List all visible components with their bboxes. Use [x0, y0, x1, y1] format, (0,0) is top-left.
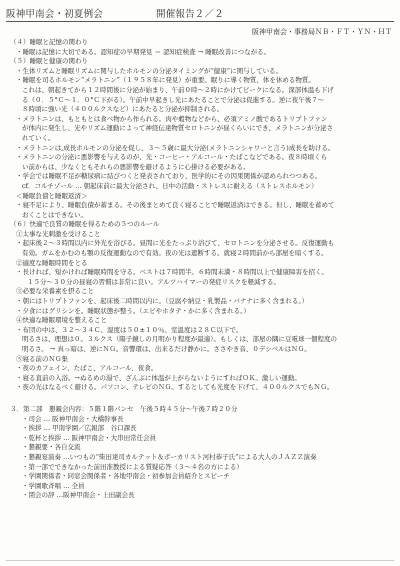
part2-item: ・乾杯と挨拶 … 阪神甲南会・大串田常任会員 — [22, 433, 157, 442]
body-line: れていく。 — [22, 133, 55, 142]
body-line: ・布団の中は、３２～３４Ｃ、湿度は５０±１０％、室温度は２８Ｃ以下で。 — [16, 325, 243, 334]
body-line: ・メラトニンは、もともとは食べ物から作られる。肉や穀物などから、必須アミノ酸であるトリプトファン — [16, 114, 328, 123]
part2-item: ・懇親宴演奏 …いつもの“柴田達司カルテット＆ボーカリスト河村恭子氏”による大人のＪＡＺＺ演奏 — [22, 452, 317, 461]
report-label: 開催報告２／２ — [156, 9, 224, 20]
page-title: 阪神甲南会・初夏例会 — [6, 9, 104, 20]
body-line: おくことはできない。 — [22, 210, 87, 219]
rule-heading: ②適度な睡眠時間をとる — [16, 258, 88, 267]
body-line: １５分～３０分の昼寝の習慣は非常に良い。アルツハイマーの発症リスクを軽減する。 — [27, 277, 280, 286]
part2-item: ・第一部でできなかった前田准教授による質疑応答（３～４名の方による） — [22, 462, 243, 471]
rule-heading: ④快適な睡眠環境を整えること — [16, 316, 107, 325]
body-line: ・夜の光はなるべく避ける。パソコン、テレビのＮＧ。するとしても光度を下げて、４００ルクスでもＮＧ。 — [16, 383, 334, 392]
body-line: ・睡眠は記憶に大切である。認知症の早期発見 ＝ 認知症検査 → 睡眠改善につながる。 — [16, 47, 271, 56]
body-line: ・起床後２～３時間以内に外光を浴びる。昼間に光をたっぷり浴びて、セロトニンを分泌させる。反復運動も — [16, 239, 335, 248]
body-line: ・メラトニンの分泌に悪影響を与えるのが、光・コーヒー・アルコール・たばこなどである。夜８時頃くら — [16, 153, 328, 162]
body-line: ・メラトニンは,成長ホルモンの分泌を促し、３～５歳に最大分泌(メラトニンシャワーと言う)成長を助ける。 — [16, 143, 335, 152]
byline: 阪神甲南会・事務局ＮＢ・ＦＴ・ＹＮ・ＨＴ — [252, 28, 392, 36]
body-line: 有効。ガムをかむのも顎の反復運動なので有効。夜の光は遮断する。就寝２時間前から部屋を暗くする。 — [22, 249, 328, 258]
part2-item: ・閉会の辞 …阪神甲南会・上田副会長 — [22, 491, 135, 500]
body-line: ・学会では睡眠不足が糖尿病に結びつくと発表されており、医学的にその因果関係が認められつつある。 — [16, 172, 322, 181]
part2-item: ・挨拶 … 甲南学園／広報部 谷口課長 — [22, 424, 137, 433]
body-line: ８時頃に強い光（４００ルクスなど）にあたると分泌が抑制される。 — [22, 105, 224, 114]
part2-item: ・学園歌斉唱 … 全員 — [22, 481, 85, 490]
part2-heading: ３．第二部 懇親会内容：５階１階パンセ 午後５時４５分～午後７時２０分 — [10, 404, 238, 413]
body-line: ・睡眠を司るホルモン“メラトニン”（１９５８年に発見）が重要。眠りに導く物質、体を休める物質。 — [16, 76, 315, 85]
body-line: 明るさは、理想は０。３ルクス（陽子鏡しの月明かり程度が最適）。もしくは、部屋の隅に豆電球一個程度の — [22, 335, 338, 344]
header-divider — [6, 21, 394, 22]
rule-heading: ⑤寝る前のＮＧ集 — [16, 354, 68, 363]
section-heading-memory: （４）睡眠と記憶の関わり — [10, 38, 88, 46]
section-heading-health: （５）睡眠と健康の関わり — [10, 57, 88, 66]
body-line: これは、朝起きてから１２時間後に分泌が始まり、午前０時～２時にかけてピークになる。深部体温も下げ — [22, 85, 334, 94]
body-line: ・寝不足により、睡眠負債が蓄まる。その後まとめて良く寝ることで睡眠返済はできる。但し、睡眠を蓄めて — [16, 201, 335, 210]
body-line: ・寝る直前の入浴。→ぬるめの湯で、ざんぶに体温が上がらないようにすればＯＫ。激しい運動。 — [16, 373, 301, 382]
part2-item: ・司会 … 阪神甲南会・大橋幹事長 — [22, 414, 124, 423]
body-line: る（０．５°Ｃ～１．０°Ｃ下がる）。午前中早起きし光にあたることで分泌は促進する。逆に夜午後７～ — [22, 95, 325, 104]
body-line: ・夜のカフェイン、たばこ、アルコール、夜食。 — [16, 364, 158, 373]
part2-item: ・懇親要・各自交流 — [22, 443, 81, 452]
body-line: ・長ければ、短かければ睡眠時間を守る。ベストは７時間半。６時間未満・８時間以上で健康障害を招く。 — [16, 268, 328, 277]
report-body — [10, 38, 392, 501]
body-line: 明るさ。 → 真っ暗は、逆にＮＧ。音響環は、出来るだけ静かに。ささやき音、０デシベルはＮＧ。 — [22, 345, 311, 353]
body-line: い前からは、少なくともそれらの悪影響を避けるように心掛ける必要がある。 — [22, 162, 250, 171]
part2-item: ・学園関係者・同窓会関係者・各地甲南会・初参加会員紹介とスピーチ — [22, 472, 230, 481]
page-header — [6, 6, 396, 20]
body-line: ・夕食にはグリシンを。睡眠状態が整う。（エビやホタテ・かに多く含まれる。） — [16, 306, 250, 315]
rule-heading: ③必要な栄養素を摂ること — [16, 287, 94, 296]
body-line: ・生体リズムと睡眠リズムに関与したホルモンの分泌タイミングが“健康”に関与している。 — [16, 66, 283, 75]
rule-heading: ①太事な光刺激を受けること — [16, 229, 101, 238]
body-line: ・朝にはトリプトファンを、起床後二時間以内に。（豆腐や納豆・乳製品・バナナに多く含まれる。） — [16, 297, 309, 306]
section-gap — [10, 393, 392, 405]
body-line: が体内に発生し、光やリズム運動によって神経伝達物質セロトニンが昼くらいにでき、メラトニンが分泌さ — [22, 124, 334, 133]
body-line: cf．コルチゾール … 朝起床前に最大分泌され、日中の活動・ストレスに耐える（ストレスホルモン） — [22, 181, 318, 190]
subheading-sleep-debt: ＜睡眠負債と睡眠返済＞ — [16, 191, 88, 200]
section-heading-rules: （６）快適で良質の睡眠を得るための５つのルール — [10, 220, 160, 229]
bottom-edge — [6, 560, 394, 561]
